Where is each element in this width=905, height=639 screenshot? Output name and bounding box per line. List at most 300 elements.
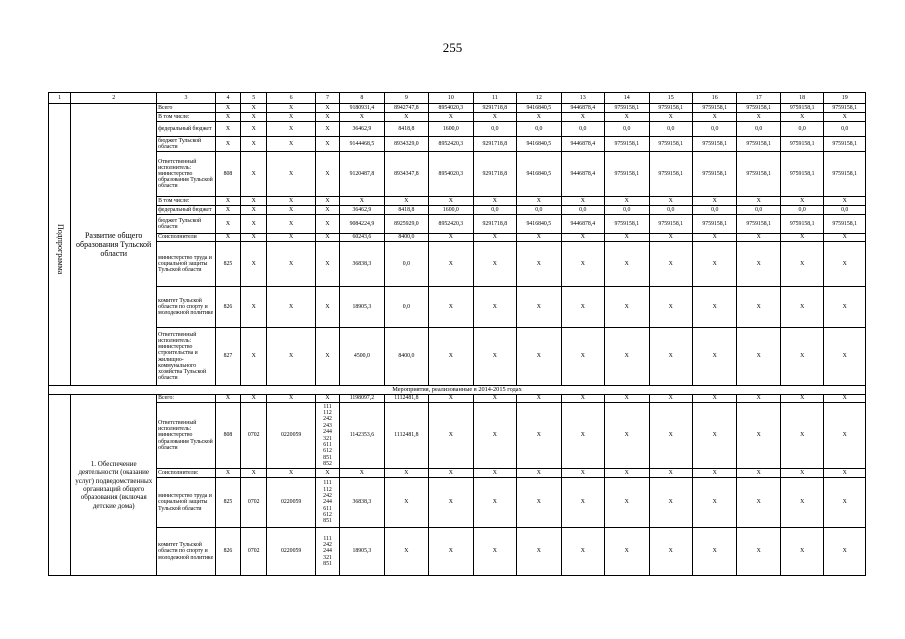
column-header: 1 [49, 93, 71, 104]
value-cell: X [824, 478, 866, 528]
col-6-cell: X [267, 137, 316, 152]
value-cell: 0,0 [473, 206, 516, 215]
col-4-cell: X [215, 206, 240, 215]
value-cell: 9416840,5 [517, 104, 561, 113]
value-cell: X [473, 242, 516, 287]
value-cell: X [429, 478, 473, 528]
value-cell: X [737, 469, 780, 478]
value-cell: X [473, 528, 516, 576]
col-6-cell: X [267, 206, 316, 215]
value-cell: 9759158,1 [605, 215, 649, 234]
program-name: Развитие общего образования Тульской области [71, 104, 157, 386]
value-cell: 9759158,1 [780, 152, 823, 197]
col-6-cell: X [267, 122, 316, 137]
value-cell: X [429, 113, 473, 122]
value-cell: X [517, 242, 561, 287]
table-row [49, 104, 866, 113]
value-cell: X [737, 113, 780, 122]
value-cell: X [824, 469, 866, 478]
value-cell: 9416840,5 [517, 137, 561, 152]
col-4-cell: 826 [215, 287, 240, 328]
value-cell: X [473, 113, 516, 122]
row-label: Ответственный исполнитель: министерство образования Тульской области [157, 152, 216, 197]
value-cell: 1142353,6 [340, 403, 384, 469]
value-cell: 9759158,1 [780, 104, 823, 113]
value-cell: X [780, 395, 823, 403]
value-cell: X [384, 469, 428, 478]
value-cell: X [473, 478, 516, 528]
column-header: 8 [340, 93, 384, 104]
value-cell: 8418,8 [384, 122, 428, 137]
value-cell: X [780, 328, 823, 386]
col-6-cell: 0220059 [267, 528, 316, 576]
col-5-cell: X [241, 206, 267, 215]
column-header: 11 [473, 93, 516, 104]
value-cell: X [692, 197, 736, 206]
value-cell: 9446878,4 [561, 104, 604, 113]
value-cell: X [692, 287, 736, 328]
value-cell: 9291718,8 [473, 104, 516, 113]
budget-table [48, 92, 866, 576]
section-row [49, 386, 866, 395]
value-cell: X [605, 287, 649, 328]
col-7-cell: X [315, 152, 339, 197]
value-cell: 9759158,1 [649, 104, 692, 113]
value-cell: 36462,9 [340, 122, 384, 137]
value-cell: 1112481,8 [384, 403, 428, 469]
value-cell: 1198097,2 [340, 395, 384, 403]
value-cell: X [824, 395, 866, 403]
value-cell: 8952420,3 [429, 137, 473, 152]
value-cell: 1600,0 [429, 206, 473, 215]
value-cell: X [692, 528, 736, 576]
value-cell: X [517, 395, 561, 403]
col-5-cell: X [241, 395, 267, 403]
table-row [49, 478, 866, 528]
value-cell: X [429, 287, 473, 328]
col-6-cell: X [267, 104, 316, 113]
col-4-cell: 808 [215, 152, 240, 197]
value-cell: X [737, 395, 780, 403]
value-cell: 8418,8 [384, 206, 428, 215]
value-cell: 36838,3 [340, 478, 384, 528]
value-cell: 0,0 [692, 206, 736, 215]
value-cell: X [605, 328, 649, 386]
value-cell: X [737, 328, 780, 386]
col-7-cell: X [315, 215, 339, 234]
value-cell: X [517, 528, 561, 576]
col-5-cell: X [241, 469, 267, 478]
row-label: комитет Тульской области по спорту и молодежной политике [157, 528, 216, 576]
col-4-cell: X [215, 395, 240, 403]
value-cell: X [780, 287, 823, 328]
value-cell: X [429, 403, 473, 469]
table-row [49, 287, 866, 328]
value-cell: X [780, 469, 823, 478]
col-7-cell: X [315, 104, 339, 113]
value-cell: X [780, 197, 823, 206]
value-cell: 9759158,1 [692, 152, 736, 197]
col-4-cell: 808 [215, 403, 240, 469]
section-title: Мероприятия, реализованные в 2014-2015 годах [49, 386, 866, 395]
row-label: бюджет Тульской области [157, 215, 216, 234]
col-7-cell: X [315, 197, 339, 206]
value-cell: X [517, 234, 561, 242]
value-cell: X [605, 113, 649, 122]
column-header: 15 [649, 93, 692, 104]
row-label: Всего: [157, 395, 216, 403]
table-row [49, 152, 866, 197]
col-4-cell: X [215, 469, 240, 478]
col-6-cell: 0220059 [267, 403, 316, 469]
col-6-cell: X [267, 215, 316, 234]
value-cell: X [473, 287, 516, 328]
col-5-cell: X [241, 152, 267, 197]
value-cell: 36462,9 [340, 206, 384, 215]
col-7-cell: X [315, 242, 339, 287]
value-cell: 8952420,3 [429, 215, 473, 234]
value-cell: 9446878,4 [561, 137, 604, 152]
value-cell: 0,0 [824, 122, 866, 137]
value-cell: 9759158,1 [605, 104, 649, 113]
value-cell: X [517, 197, 561, 206]
value-cell: X [692, 234, 736, 242]
value-cell: X [517, 328, 561, 386]
col-6-cell: X [267, 234, 316, 242]
value-cell: 0,0 [384, 287, 428, 328]
value-cell: X [605, 478, 649, 528]
column-header: 6 [267, 93, 316, 104]
column-header: 14 [605, 93, 649, 104]
table-row [49, 395, 866, 403]
col-5-cell: X [241, 122, 267, 137]
value-cell: 36838,3 [340, 242, 384, 287]
column-header: 12 [517, 93, 561, 104]
value-cell: X [824, 234, 866, 242]
value-cell: 0,0 [649, 206, 692, 215]
value-cell: 0,0 [473, 122, 516, 137]
value-cell: X [605, 469, 649, 478]
value-cell: 4500,0 [340, 328, 384, 386]
col-5-cell: 0702 [241, 478, 267, 528]
coexecutors-row [49, 234, 866, 242]
table-row [49, 403, 866, 469]
col-7-cell: X [315, 234, 339, 242]
row-label: комитет Тульской области по спорту и молодежной политике [157, 287, 216, 328]
value-cell: 8954020,3 [429, 104, 473, 113]
value-cell: X [605, 197, 649, 206]
col-5-cell: X [241, 328, 267, 386]
value-cell: 0,0 [517, 122, 561, 137]
value-cell: 9759158,1 [737, 215, 780, 234]
value-cell: X [561, 242, 604, 287]
value-cell: X [780, 113, 823, 122]
value-cell: 9416840,5 [517, 215, 561, 234]
value-cell: 9759158,1 [692, 215, 736, 234]
value-cell: 9759158,1 [649, 215, 692, 234]
value-cell: X [692, 403, 736, 469]
value-cell: X [824, 197, 866, 206]
col-7-cell: 111 242 244 321 851 [315, 528, 339, 576]
value-cell: 9144468,5 [340, 137, 384, 152]
value-cell: X [824, 403, 866, 469]
value-cell: X [780, 403, 823, 469]
value-cell: 0,0 [605, 206, 649, 215]
column-header: 9 [384, 93, 428, 104]
value-cell: X [429, 469, 473, 478]
col-5-cell: X [241, 137, 267, 152]
value-cell: 0,0 [824, 206, 866, 215]
value-cell: X [649, 197, 692, 206]
value-cell: 8954020,3 [429, 152, 473, 197]
value-cell: 0,0 [780, 206, 823, 215]
value-cell: X [517, 113, 561, 122]
value-cell: 9291718,8 [473, 152, 516, 197]
col-6-cell: X [267, 395, 316, 403]
value-cell: X [692, 395, 736, 403]
col-7-cell: X [315, 113, 339, 122]
col-4-cell: X [215, 137, 240, 152]
col-7-cell: X [315, 137, 339, 152]
value-cell: X [561, 528, 604, 576]
col-6-cell: X [267, 287, 316, 328]
value-cell: 9446878,4 [561, 152, 604, 197]
value-cell: X [649, 478, 692, 528]
value-cell: 0,0 [780, 122, 823, 137]
column-header: 3 [157, 93, 216, 104]
col-5-cell: 0702 [241, 528, 267, 576]
value-cell: X [692, 469, 736, 478]
col-7-cell: X [315, 395, 339, 403]
col-7-cell: X [315, 287, 339, 328]
col-4-cell: X [215, 122, 240, 137]
value-cell: 0,0 [561, 122, 604, 137]
value-cell: X [473, 469, 516, 478]
row-label: В том числе: [157, 197, 216, 206]
value-cell: X [737, 234, 780, 242]
value-cell: X [692, 113, 736, 122]
value-cell: X [649, 403, 692, 469]
value-cell: X [517, 469, 561, 478]
col-4-cell: 826 [215, 528, 240, 576]
value-cell: 0,0 [737, 206, 780, 215]
value-cell: X [605, 395, 649, 403]
value-cell: X [780, 478, 823, 528]
value-cell: 9759158,1 [780, 137, 823, 152]
col-6-cell: X [267, 113, 316, 122]
value-cell: X [429, 528, 473, 576]
value-cell: 0,0 [384, 242, 428, 287]
value-cell: X [692, 242, 736, 287]
value-cell: 9291718,8 [473, 137, 516, 152]
value-cell: 9180931,4 [340, 104, 384, 113]
value-cell: X [429, 234, 473, 242]
value-cell: 8934347,8 [384, 152, 428, 197]
value-cell: 0,0 [517, 206, 561, 215]
col-5-cell: 0702 [241, 403, 267, 469]
value-cell: X [824, 113, 866, 122]
table-row [49, 328, 866, 386]
value-cell: 1112481,8 [384, 395, 428, 403]
value-cell: X [780, 234, 823, 242]
value-cell: X [737, 287, 780, 328]
column-header: 4 [215, 93, 240, 104]
value-cell: X [384, 478, 428, 528]
measure-name: 1. Обеспечение деятельности (оказание услуг) подведомственных организаций общего образования (включая детские дома) [71, 395, 157, 576]
col-7-cell: X [315, 469, 339, 478]
col-5-cell: X [241, 215, 267, 234]
value-cell: X [473, 328, 516, 386]
value-cell: X [340, 197, 384, 206]
value-cell: X [561, 113, 604, 122]
row-label: Ответственный исполнитель: министерство образования Тульской области [157, 403, 216, 469]
column-header: 19 [824, 93, 866, 104]
col-7-cell: 111 112 242 244 611 612 851 [315, 478, 339, 528]
value-cell: 1600,0 [429, 122, 473, 137]
table-row [49, 242, 866, 287]
value-cell: X [737, 242, 780, 287]
value-cell: X [692, 328, 736, 386]
value-cell: X [605, 242, 649, 287]
value-cell: X [561, 478, 604, 528]
table-row [49, 137, 866, 152]
col-4-cell: X [215, 215, 240, 234]
table-row [49, 469, 866, 478]
value-cell: 8942747,8 [384, 104, 428, 113]
value-cell: 18905,3 [340, 528, 384, 576]
value-cell: 60243,6 [340, 234, 384, 242]
value-cell: 8400,0 [384, 234, 428, 242]
value-cell: X [384, 528, 428, 576]
value-cell: X [737, 478, 780, 528]
value-cell: X [561, 287, 604, 328]
value-cell: X [473, 403, 516, 469]
value-cell: 9759158,1 [824, 215, 866, 234]
row-label: федеральный бюджет [157, 122, 216, 137]
row-label: В том числе: [157, 113, 216, 122]
value-cell: X [605, 234, 649, 242]
value-cell: 9759158,1 [605, 152, 649, 197]
table-row [49, 197, 866, 206]
col-6-cell: X [267, 152, 316, 197]
column-header: 10 [429, 93, 473, 104]
value-cell: X [561, 234, 604, 242]
row-label: Соисполнители [157, 234, 216, 242]
value-cell: X [517, 478, 561, 528]
value-cell: 9759158,1 [692, 104, 736, 113]
value-cell: X [824, 328, 866, 386]
col-6-cell: X [267, 328, 316, 386]
value-cell: 0,0 [605, 122, 649, 137]
col-5-cell: X [241, 113, 267, 122]
value-cell: X [473, 197, 516, 206]
value-cell: 0,0 [561, 206, 604, 215]
value-cell: 9416840,5 [517, 152, 561, 197]
value-cell: X [737, 197, 780, 206]
value-cell: X [473, 234, 516, 242]
col-6-cell: X [267, 197, 316, 206]
table-row [49, 215, 866, 234]
col-7-cell: X [315, 122, 339, 137]
block-label: Подпрограмма [55, 223, 65, 274]
value-cell: X [517, 287, 561, 328]
col-6-cell: 0220059 [267, 478, 316, 528]
value-cell: X [429, 395, 473, 403]
col-4-cell: X [215, 234, 240, 242]
value-cell: X [737, 528, 780, 576]
value-cell: X [473, 395, 516, 403]
value-cell: X [384, 197, 428, 206]
col-5-cell: X [241, 287, 267, 328]
table-row [49, 528, 866, 576]
value-cell: 9759158,1 [649, 152, 692, 197]
empty-cell [49, 395, 71, 576]
value-cell: X [824, 242, 866, 287]
value-cell: X [824, 528, 866, 576]
value-cell: 8925929,0 [384, 215, 428, 234]
row-label: федеральный бюджет [157, 206, 216, 215]
value-cell: X [649, 469, 692, 478]
table-row [49, 122, 866, 137]
table-row [49, 113, 866, 122]
col-4-cell: X [215, 197, 240, 206]
col-4-cell: 825 [215, 242, 240, 287]
value-cell: 9759158,1 [605, 137, 649, 152]
value-cell: X [429, 328, 473, 386]
value-cell: X [649, 234, 692, 242]
column-header: 18 [780, 93, 823, 104]
col-5-cell: X [241, 104, 267, 113]
column-header: 17 [737, 93, 780, 104]
value-cell: X [824, 287, 866, 328]
col-6-cell: X [267, 469, 316, 478]
column-header: 16 [692, 93, 736, 104]
row-label: министерство труда и социальной защиты Тульской области [157, 242, 216, 287]
value-cell: X [780, 528, 823, 576]
value-cell: X [737, 403, 780, 469]
value-cell: 9759158,1 [780, 215, 823, 234]
value-cell: X [649, 528, 692, 576]
page-number: 255 [442, 40, 463, 55]
row-label: министерство труда и социальной защиты Тульской области [157, 478, 216, 528]
column-header: 13 [561, 93, 604, 104]
value-cell: X [561, 197, 604, 206]
value-cell: X [340, 113, 384, 122]
value-cell: 9759158,1 [824, 137, 866, 152]
col-5-cell: X [241, 242, 267, 287]
table-row [49, 206, 866, 215]
value-cell: X [649, 242, 692, 287]
value-cell: X [561, 395, 604, 403]
value-cell: X [561, 469, 604, 478]
row-label: Всего [157, 104, 216, 113]
value-cell: X [561, 328, 604, 386]
value-cell: 9291718,8 [473, 215, 516, 234]
value-cell: 0,0 [692, 122, 736, 137]
value-cell: X [649, 395, 692, 403]
col-4-cell: 825 [215, 478, 240, 528]
value-cell: 8400,0 [384, 328, 428, 386]
value-cell: X [429, 197, 473, 206]
value-cell: X [340, 469, 384, 478]
value-cell: X [605, 528, 649, 576]
value-cell: 9759158,1 [824, 104, 866, 113]
value-cell: X [692, 478, 736, 528]
value-cell: X [429, 242, 473, 287]
value-cell: 18905,3 [340, 287, 384, 328]
value-cell: X [384, 113, 428, 122]
col-7-cell: 111 112 242 243 244 321 611 612 851 852 [315, 403, 339, 469]
